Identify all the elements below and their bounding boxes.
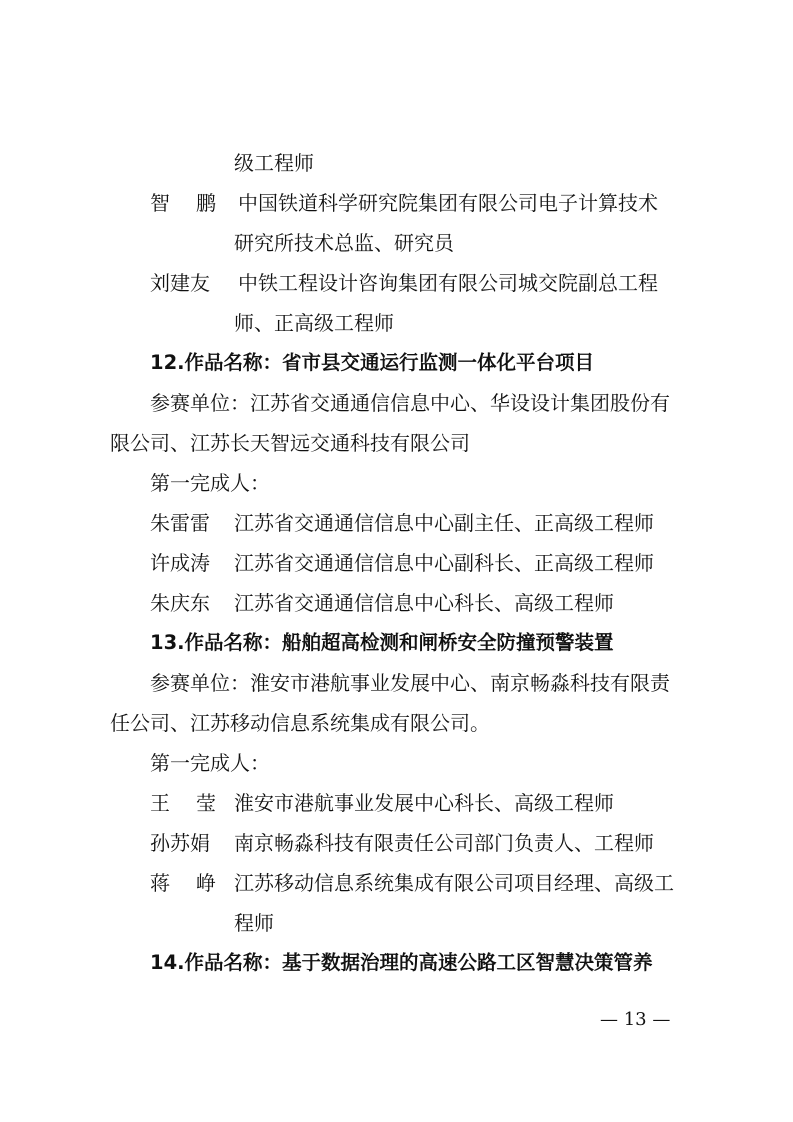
text-line: 级工程师 <box>234 151 314 175</box>
first-finisher-label: 第一完成人： <box>150 471 270 495</box>
person-entry <box>150 590 614 616</box>
page-number: — 13 — <box>600 1009 671 1030</box>
person-entry <box>150 190 658 216</box>
person-title: 江苏省交通通信信息中心副科长、正高级工程师 <box>234 551 654 575</box>
person-title: 中铁工程设计咨询集团有限公司城交院副总工程 <box>238 271 658 295</box>
participant-units: 参赛单位：淮安市港航事业发展中心、南京畅淼科技有限责 <box>150 671 670 695</box>
person-title: 淮安市港航事业发展中心科长、高级工程师 <box>234 791 614 815</box>
person-entry <box>150 870 674 896</box>
person-entry <box>150 790 614 816</box>
participant-units: 参赛单位：江苏省交通通信信息中心、华设设计集团股份有 <box>150 391 670 415</box>
first-finisher-label: 第一完成人： <box>150 751 270 775</box>
person-name: 智鹏 <box>150 191 242 215</box>
person-name: 刘建友 <box>150 271 210 295</box>
text-line: 程师 <box>234 911 274 935</box>
person-title: 南京畅淼科技有限责任公司部门负责人、工程师 <box>234 831 654 855</box>
work-heading: 14.作品名称：基于数据治理的高速公路工区智慧决策管养 <box>150 951 653 974</box>
text-line: 师、正高级工程师 <box>234 311 394 335</box>
person-name: 朱雷雷 <box>150 511 210 535</box>
person-name: 蒋峥 <box>150 871 242 895</box>
person-title: 江苏省交通通信信息中心副主任、正高级工程师 <box>234 511 654 535</box>
person-name: 朱庆东 <box>150 591 210 615</box>
person-title: 江苏移动信息系统集成有限公司项目经理、高级工 <box>234 871 674 895</box>
person-name: 孙苏娟 <box>150 831 210 855</box>
participant-units-cont: 任公司、江苏移动信息系统集成有限公司。 <box>110 711 490 735</box>
person-name: 许成涛 <box>150 551 210 575</box>
text-line: 研究所技术总监、研究员 <box>234 231 454 255</box>
person-name: 王莹 <box>150 791 242 815</box>
person-title: 中国铁道科学研究院集团有限公司电子计算技术 <box>238 191 658 215</box>
person-entry <box>150 550 654 576</box>
person-entry <box>150 830 654 856</box>
work-heading: 12.作品名称：省市县交通运行监测一体化平台项目 <box>150 351 595 374</box>
participant-units-cont: 限公司、江苏长天智远交通科技有限公司 <box>110 431 470 455</box>
person-title: 江苏省交通通信信息中心科长、高级工程师 <box>234 591 614 615</box>
person-entry <box>150 270 658 296</box>
person-entry <box>150 510 654 536</box>
work-heading: 13.作品名称：船舶超高检测和闸桥安全防撞预警装置 <box>150 631 614 654</box>
